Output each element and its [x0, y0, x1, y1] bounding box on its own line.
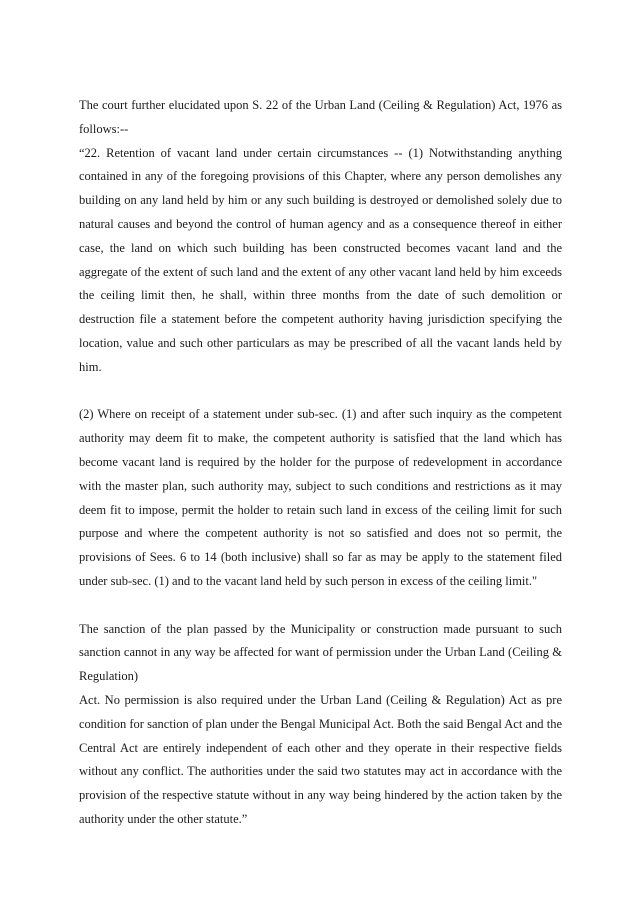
paragraph-spacer: [79, 594, 562, 618]
section-22-clause-2-paragraph: (2) Where on receipt of a statement under sub-sec. (1) and after such inquiry as the competent authority may deem fit to make, the competent authority is satisfied that the land which has become vacant land is required by the holder for the purpose of redevelopment in accordance with the master plan, such authority may, subject to such conditions and restrictions as it may deem fit to impose, permit the holder to retain such land in excess of the ceiling limit for such purpose and where the competent authority is not so satisfied and does not so permit, the provisions of Sees. 6 to 14 (both inclusive) shall so far as may be apply to the statement filed under sub-sec. (1) and to the vacant land held by such person in excess of the ceiling limit.": [79, 407, 562, 588]
section-22-clause-1-paragraph: “22. Retention of vacant land under certain circumstances -- (1) Notwithstanding anything contained in any of the foregoing provisions of this Chapter, where any person demolishes any building on any land held by him or any such building is destroyed or demolished solely due to natural causes and beyond the control of human agency and as a consequence thereof in either case, the land on which such building has been constructed becomes vacant land and the aggregate of the extent of such land and the extent of any other vacant land held by him exceeds the ceiling limit then, he shall, within three months from the date of such demolition or destruction file a statement before the competent authority having jurisdiction specifying the location, value and such other particulars as may be prescribed of all the vacant lands held by him.: [79, 145, 562, 374]
no-permission-paragraph: Act. No permission is also required under the Urban Land (Ceiling & Regulation) Act as pre condition for sanction of plan under the Bengal Municipal Act. Both the said Bengal Act and the Central Act are entirely independent of each other and they operate in their respective fields without any conflict. The authorities under the said two statutes may act in accordance with the provision of the respective statute without in any way being hindered by the action taken by the authority under the other statute.”: [79, 692, 562, 826]
sanction-paragraph: The sanction of the plan passed by the Municipality or construction made pursuant to such sanction cannot in any way be affected for want of permission under the Urban Land (Ceiling & Regulation): [79, 621, 562, 684]
document-body: [79, 94, 562, 832]
paragraph-spacer: [79, 380, 562, 404]
intro-paragraph: The court further elucidated upon S. 22 of the Urban Land (Ceiling & Regulation) Act, 1976 as follows:--: [79, 98, 562, 136]
